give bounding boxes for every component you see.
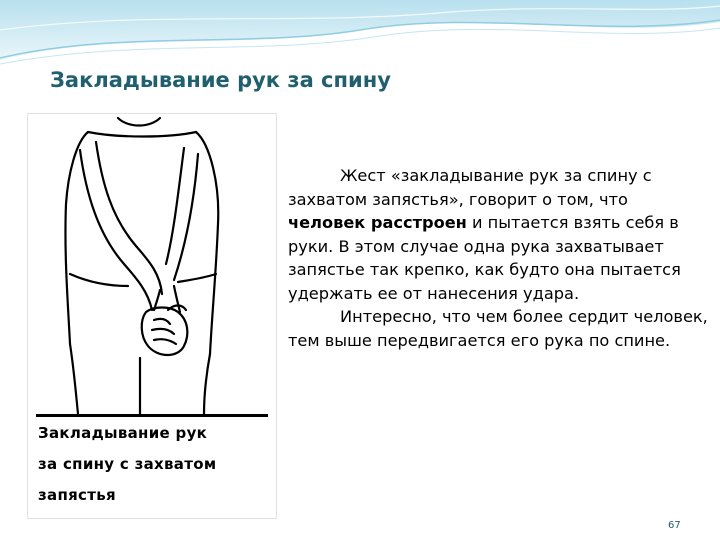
paragraph-2-text: Интересно, что чем более сердит человек, тем выше передвигается его рука по спине. bbox=[288, 307, 708, 350]
caption-divider bbox=[36, 414, 268, 417]
person-hands-clasped-behind-back-drawing bbox=[28, 114, 276, 414]
gesture-illustration bbox=[27, 113, 277, 519]
body-text bbox=[288, 164, 710, 352]
header-wave-decoration bbox=[0, 0, 720, 72]
page-number: 67 bbox=[668, 520, 681, 531]
paragraph-2 bbox=[288, 305, 710, 352]
paragraph-1 bbox=[288, 164, 710, 305]
paragraph-1-start: Жест «закладывание рук за спину с захватом запястья», говорит о том, что bbox=[288, 166, 652, 209]
paragraph-1-end: и пытается взять себя в руки. В этом случае одна рука захватывает запястье так крепко, как будто она пытается удержать ее от нанесения удара. bbox=[288, 213, 681, 303]
figure-caption-line-2: за спину с захватом bbox=[38, 455, 217, 473]
figure-caption-line-1: Закладывание рук bbox=[38, 424, 208, 442]
emphasis-text: человек расстроен bbox=[288, 213, 467, 232]
figure-caption-line-3: запястья bbox=[38, 486, 116, 504]
slide-title: Закладывание рук за спину bbox=[50, 68, 391, 92]
